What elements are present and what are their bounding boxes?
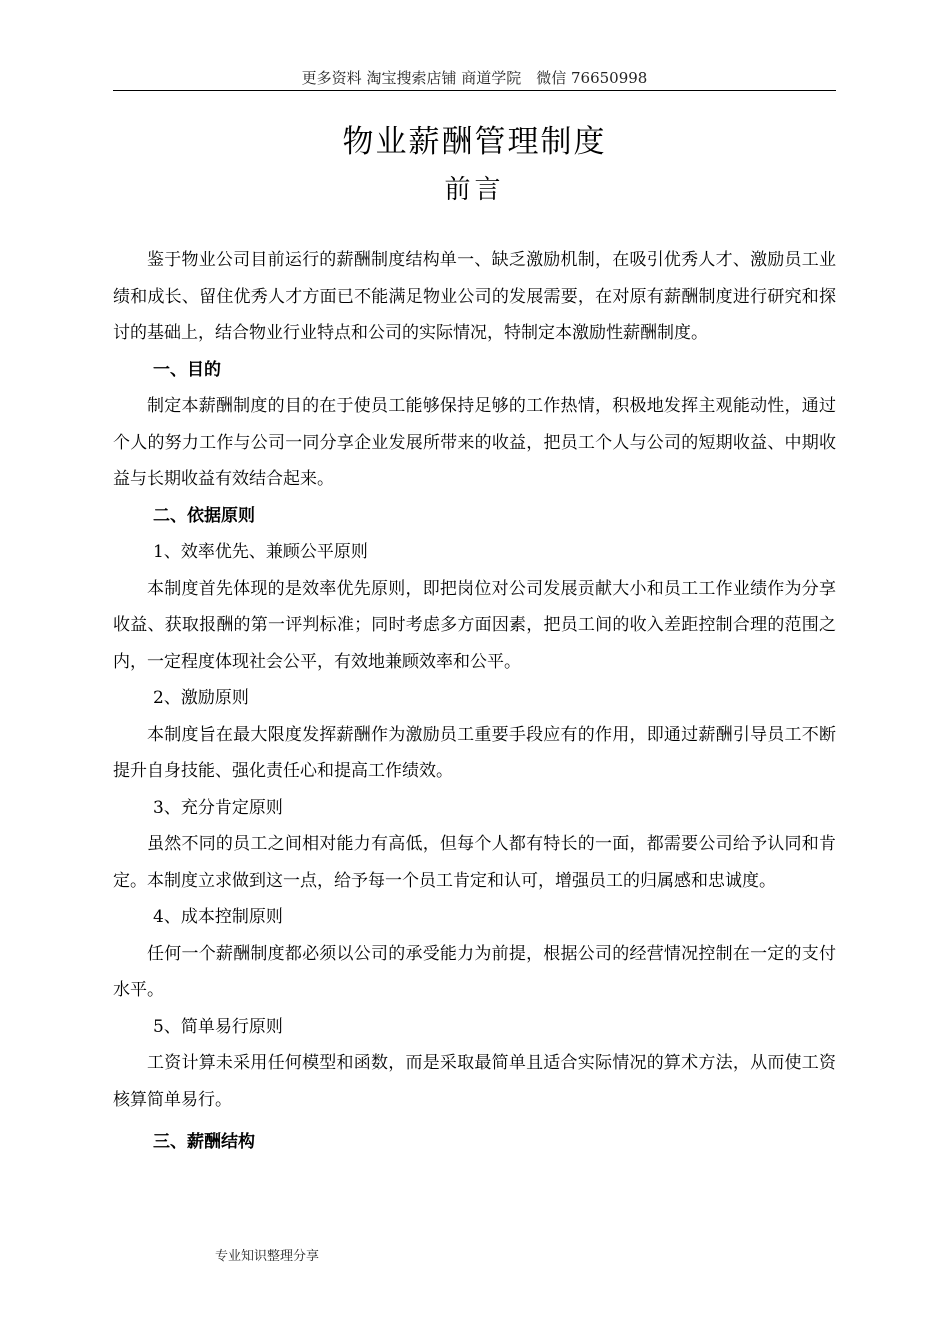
section-heading-purpose: 一、目的 — [153, 359, 221, 380]
page-footer: 专业知识整理分享 — [215, 1249, 320, 1264]
principle-title-affirmation: 3、充分肯定原则 — [153, 797, 283, 818]
principle-title-efficiency: 1、效率优先、兼顾公平原则 — [153, 542, 368, 562]
principle-text-simplicity: 工资计算未采用任何模型和函数，而是采取最简单且适合实际情况的算术方法，从而使工资核算简单易行。 — [113, 1053, 836, 1110]
principle-text-incentive: 本制度旨在最大限度发挥薪酬作为激励员工重要手段应有的作用，即通过薪酬引导员工不断提升自身技能、强化责任心和提高工作绩效。 — [113, 724, 836, 781]
section-heading-principles: 二、依据原则 — [153, 505, 255, 526]
document-title: 物业薪酬管理制度 — [342, 124, 607, 160]
section-heading-structure: 三、薪酬结构 — [153, 1132, 255, 1152]
principle-title-cost-control: 4、成本控制原则 — [153, 907, 283, 927]
purpose-paragraph: 制定本薪酬制度的目的在于使员工能够保持足够的工作热情，积极地发挥主观能动性，通过个人的努力工作与公司一同分享企业发展所带来的收益，把员工个人与公司的短期收益、中期收益与长期收益有效结合起来。 — [113, 396, 836, 489]
document-body — [113, 242, 836, 1161]
principle-text-efficiency: 本制度首先体现的是效率优先原则，即把岗位对公司发展贡献大小和员工工作业绩作为分享收益、获取报酬的第一评判标准；同时考虑多方面因素，把员工间的收入差距控制合理的范围之内，一定程度体现社会公平，有效地兼顾效率和公平。 — [113, 578, 836, 672]
principle-title-simplicity: 5、简单易行原则 — [153, 1016, 283, 1037]
principle-text-affirmation: 虽然不同的员工之间相对能力有高低，但每个人都有特长的一面，都需要公司给予认同和肯定。本制度立求做到这一点，给予每一个员工肯定和认可，增强员工的归属感和忠诚度。 — [113, 834, 836, 891]
intro-paragraph: 鉴于物业公司目前运行的薪酬制度结构单一、缺乏激励机制，在吸引优秀人才、激励员工业绩和成长、留住优秀人才方面已不能满足物业公司的发展需要，在对原有薪酬制度进行研究和探讨的基础上，结合物业行业特点和公司的实际情况，特制定本激励性薪酬制度。 — [113, 250, 836, 343]
page-header: 更多资料 淘宝搜索店铺 商道学院 微信 76650998 — [113, 66, 836, 91]
principle-title-incentive: 2、激励原则 — [153, 688, 249, 708]
document-subtitle: 前言 — [444, 175, 505, 205]
principle-text-cost-control: 任何一个薪酬制度都必须以公司的承受能力为前提，根据公司的经营情况控制在一定的支付水平。 — [113, 943, 836, 1000]
